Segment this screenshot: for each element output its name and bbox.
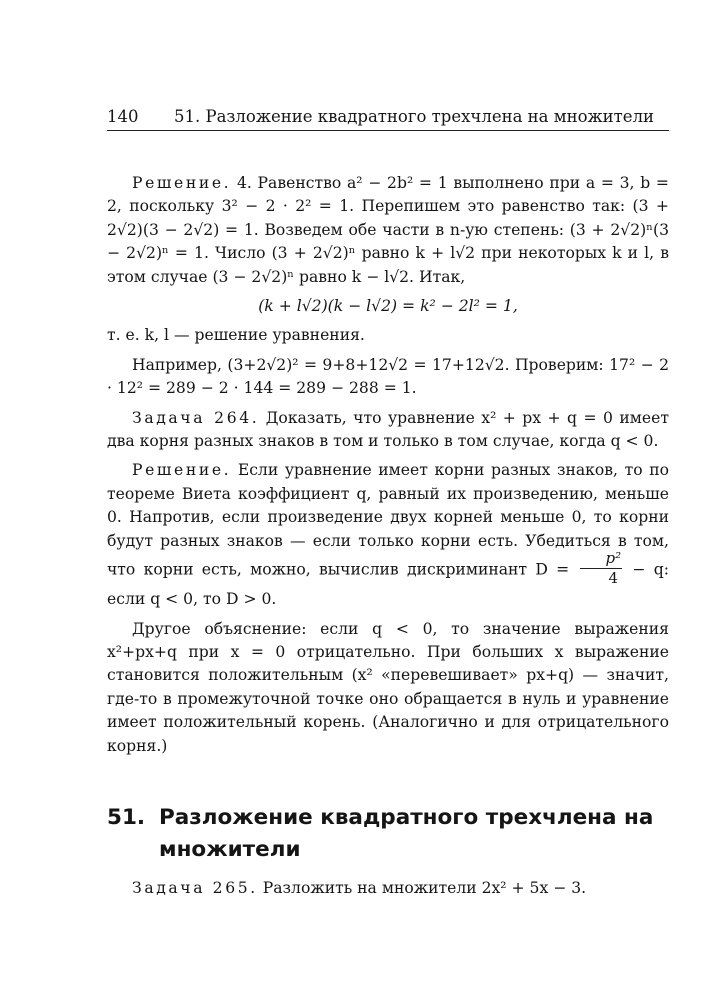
solution-264-text: Если уравнение имеет корни разных знаков, то по теореме Виета коэффициент q, равный их произведению, меньше 0. Напротив, если произведение двух корней меньше 0, то корни будут разных знаков — если только корни есть. Убедиться в том, что корни есть, можно, вычислив дискриминант D =: [107, 461, 669, 579]
solution-label: Решение.: [132, 174, 232, 192]
fraction-numerator: p²: [580, 551, 623, 569]
problem-label: Задача 265.: [132, 879, 258, 897]
solution-263-paragraph: [107, 172, 669, 289]
other-explanation-paragraph: Другое объяснение: если q < 0, то значение выражения x²+px+q при x = 0 отрицательно. При больших x выражение становится положительным (x² «перевешивает» px+q) — значит, где-то в промежуточной точке оно обращается в нуль и уравнение имеет положительный корень. (Аналогично и для отрицательного корня.): [107, 619, 669, 755]
example-paragraph: Например, (3+2√2)² = 9+8+12√2 = 17+12√2. Проверим: 17² − 2 · 12² = 289 − 2 · 144 = 289 − 288 = 1.: [107, 355, 669, 398]
running-title: 51. Разложение квадратного трехчлена на множители: [174, 107, 655, 126]
header-rule: [107, 130, 669, 131]
fraction-denominator: 4: [608, 569, 619, 588]
solution-264-paragraph: [107, 459, 669, 611]
solution-263-conclusion: т. е. k, l — решение уравнения.: [107, 326, 365, 345]
section-title: Разложение квадратного трехчлена на множители: [159, 805, 654, 862]
display-formula: (k + l√2)(k − l√2) = k² − 2l² = 1,: [258, 297, 518, 316]
section-number: 51.: [107, 805, 146, 830]
problem-265-paragraph: [107, 877, 669, 900]
solution-label: Решение.: [132, 461, 232, 480]
solution-264-text-end: − q: если q < 0, то D > 0.: [107, 560, 670, 609]
page-number: 140: [107, 107, 139, 126]
problem-265-text: Разложить на множители 2x² + 5x − 3.: [262, 879, 587, 897]
fraction-p2-over-4: [580, 551, 623, 586]
problem-264-paragraph: [107, 407, 669, 454]
solution-263-text: 4. Равенство a² − 2b² = 1 выполнено при a = 3, b = 2, поскольку 3² − 2 · 2² = 1. Перепишем это равенство так: (3 + 2√2)(3 − 2√2) = 1. Возведем обе части в n-ую степень: (3 + 2√2)ⁿ(3 − 2√2)ⁿ = 1. Число (3 + 2√2)ⁿ равно k + l√2 при некоторых k и l, в этом случае (3 − 2√2)ⁿ равно k − l√2. Итак,: [107, 174, 669, 286]
problem-label: Задача 264.: [132, 408, 260, 427]
problem-264-text: Доказать, что уравнение x² + px + q = 0 имеет два корня разных знаков в том и только в том случае, когда q < 0.: [107, 408, 669, 451]
body-text: [107, 172, 669, 764]
